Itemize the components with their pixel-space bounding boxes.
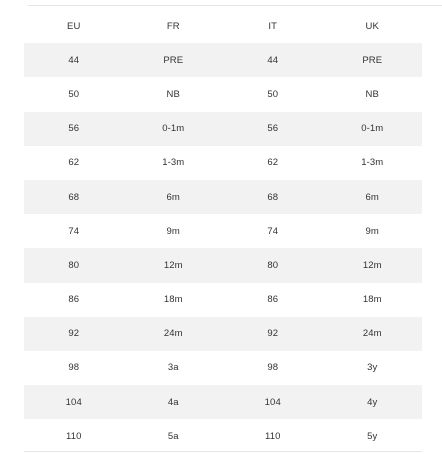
cell-uk: 4y [323,385,423,419]
header-fr: FR [166,20,180,32]
cell-uk: 5y [367,430,378,442]
cell-eu: 110 [66,430,82,442]
table-row [24,43,422,77]
cell-uk: 6m [323,180,423,214]
cell-it: 86 [267,294,279,306]
cell-uk: 0-1m [323,112,423,146]
cell-uk: 24m [323,317,423,351]
cell-eu: 44 [24,43,124,77]
cell-it: 74 [267,225,279,237]
top-divider [28,5,442,6]
table-header-row [24,9,422,43]
cell-fr: PRE [124,43,224,77]
cell-eu: 62 [68,157,80,169]
cell-fr: 5a [167,430,179,442]
cell-uk: 3y [367,362,378,374]
cell-fr: 1-3m [162,157,185,169]
cell-it: 92 [223,317,323,351]
cell-it: 80 [223,248,323,282]
cell-fr: 4a [124,385,224,419]
cell-fr: 0-1m [124,112,224,146]
cell-uk: 18m [362,294,382,306]
cell-fr: 9m [166,225,180,237]
table-row [24,146,422,180]
cell-it: 110 [265,430,281,442]
size-conversion-table [24,9,422,453]
cell-it: 44 [223,43,323,77]
cell-it: 98 [267,362,279,374]
cell-eu: 104 [24,385,124,419]
cell-eu: 98 [68,362,80,374]
table-row [24,385,422,419]
cell-uk: NB [365,88,379,100]
table-row [24,214,422,248]
cell-eu: 74 [68,225,80,237]
table-row [24,180,422,214]
cell-it: 104 [223,385,323,419]
cell-eu: 68 [24,180,124,214]
cell-uk: 12m [323,248,423,282]
cell-fr: 6m [124,180,224,214]
bottom-divider [24,451,422,452]
header-it: IT [268,20,278,32]
table-row [24,419,422,453]
cell-fr: 24m [124,317,224,351]
table-row [24,77,422,111]
cell-fr: 18m [163,294,183,306]
table-row [24,112,422,146]
cell-it: 56 [223,112,323,146]
cell-fr: 12m [124,248,224,282]
cell-it: 50 [267,88,279,100]
cell-it: 68 [223,180,323,214]
table-row [24,317,422,351]
cell-eu: 56 [24,112,124,146]
cell-fr: 3a [167,362,179,374]
cell-uk: 9m [365,225,379,237]
table-row [24,248,422,282]
header-uk: UK [365,20,379,32]
cell-uk: 1-3m [361,157,384,169]
cell-eu: 50 [68,88,80,100]
cell-eu: 80 [24,248,124,282]
table-row [24,283,422,317]
cell-fr: NB [166,88,180,100]
cell-eu: 92 [24,317,124,351]
cell-eu: 86 [68,294,80,306]
cell-it: 62 [267,157,279,169]
header-eu: EU [67,20,81,32]
table-row [24,351,422,385]
table-body [24,43,422,453]
cell-uk: PRE [323,43,423,77]
